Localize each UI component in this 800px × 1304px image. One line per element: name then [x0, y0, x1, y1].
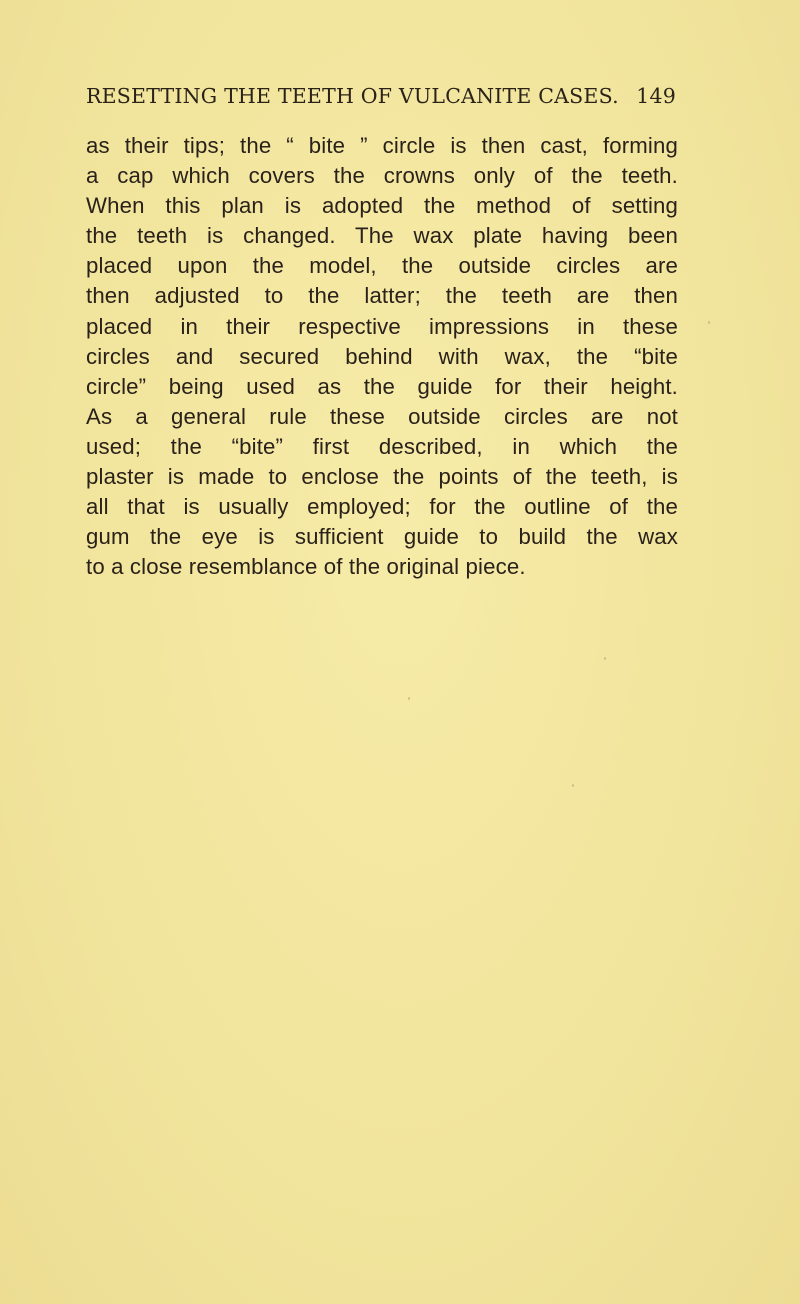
text-line: placed in their respective impressions in these — [86, 313, 678, 339]
text-line: used; the “bite” first described, in which the — [86, 433, 678, 459]
text-line: as their tips; the “ bite ” circle is then cast, forming — [86, 133, 678, 158]
text-line: gum the eye is sufficient guide to build the wax — [86, 524, 678, 550]
text-line: circles and secured behind with wax, the “bite — [86, 343, 678, 369]
text-line: As a general rule these outside circles are not — [86, 403, 678, 429]
paper-speck — [408, 697, 410, 700]
running-head — [86, 84, 676, 114]
text-line: circle” being used as the guide for their height. — [86, 373, 678, 399]
text-line: all that is usually employed; for the outline of the — [86, 494, 678, 520]
body-paragraph — [86, 131, 678, 582]
text-line: placed upon the model, the outside circles are — [86, 253, 678, 279]
paper-speck — [708, 321, 710, 324]
text-line: to a close resemblance of the original piece. — [86, 554, 526, 580]
paper-speck — [572, 784, 574, 787]
text-line: the teeth is changed. The wax plate having been — [86, 223, 678, 249]
text-line: plaster is made to enclose the points of the teeth, is — [86, 464, 678, 490]
paper-speck — [604, 657, 606, 660]
text-line: then adjusted to the latter; the teeth are then — [86, 283, 678, 309]
chapter-title: RESETTING THE TEETH OF VULCANITE CASES. — [86, 84, 619, 108]
page-number: 149 — [636, 84, 676, 108]
text-line: When this plan is adopted the method of setting — [86, 193, 678, 219]
text-line: a cap which covers the crowns only of the teeth. — [86, 163, 678, 189]
